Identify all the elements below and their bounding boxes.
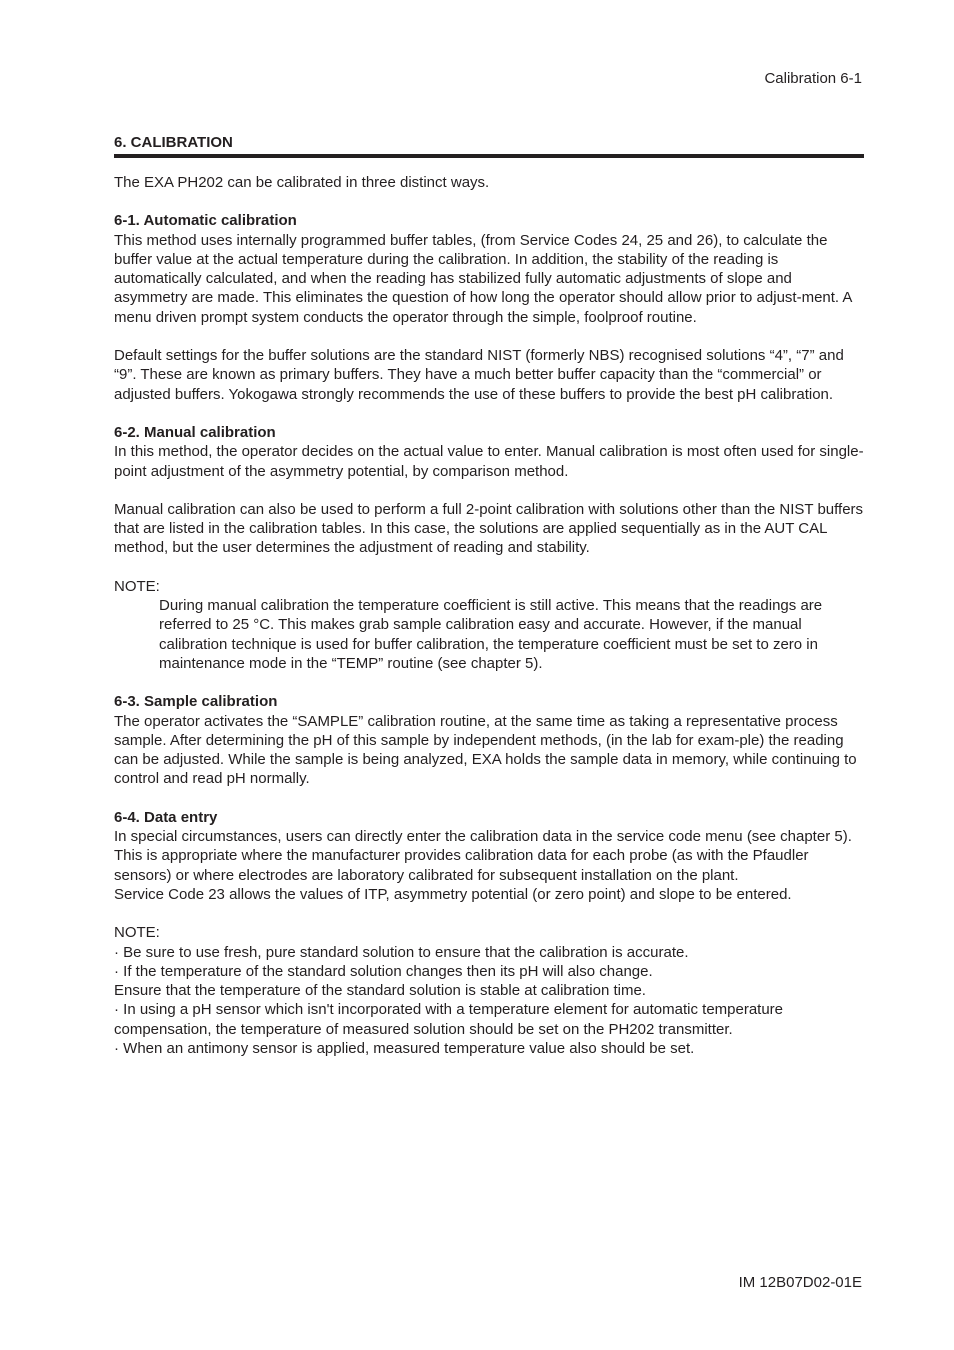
- page-header-label: Calibration 6-1: [764, 70, 862, 87]
- document-id: IM 12B07D02-01E: [738, 1274, 862, 1291]
- list-item: · In using a pH sensor which isn't incorporated with a temperature element for automatic temperature: [114, 1001, 784, 1019]
- auto-calibration-paragraph-1: This method uses internally programmed buffer tables, (from Service Codes 24, 25 and 26), to calculate the buffer value at the actual temperature during the calibration. In addition, the stability of the reading is automatically calculated, and when the reading has stabilized fully automatic adjustments of slope and asymmetry are made. This eliminates the question of how long the operator should allow prior to adjust-ment. A menu driven prompt system conducts the operator through the simple, foolproof routine.: [114, 231, 852, 326]
- list-item: · Be sure to use fresh, pure standard solution to ensure that the calibration is accurate.: [114, 943, 689, 961]
- list-item-continuation: compensation, the temperature of measured solution should be set on the PH202 transmitter.: [114, 1020, 733, 1038]
- page-content: [114, 133, 864, 1058]
- auto-calibration-heading: 6-1. Automatic calibration: [114, 212, 297, 230]
- data-entry-heading: 6-4. Data entry: [114, 808, 218, 826]
- data-entry-paragraph-1: In special circumstances, users can directly enter the calibration data in the service code menu (see chapter 5). This is appropriate where the manufacturer provides calibration data for each probe (as with the Pfaudler sensors) or where electrodes are laboratory calibrated for subsequent installation on the plant.: [114, 828, 852, 884]
- sample-calibration-paragraph: The operator activates the “SAMPLE” calibration routine, at the same time as taking a representative process sample. After determining the pH of this sample by independent methods, (in the lab for exam-ple) the reading can be adjusted. While the sample is being analyzed, EXA holds the sample data in memory, while continuing to control and read pH normally.: [114, 712, 857, 788]
- manual-calibration-paragraph-1: In this method, the operator decides on the actual value to enter. Manual calibration is most often used for single-point adjustment of the asymmetry potential, by comparison method.: [114, 443, 864, 480]
- section-title: 6. CALIBRATION: [114, 134, 233, 151]
- final-note-list: [114, 943, 864, 1059]
- title-rule: [114, 154, 864, 158]
- intro-paragraph: The EXA PH202 can be calibrated in three distinct ways.: [114, 174, 490, 191]
- auto-calibration-paragraph-2: Default settings for the buffer solutions are the standard NIST (formerly NBS) recognised solutions “4”, “7” and “9”. These are known as primary buffers. They have a much better buffer capacity than the “commercial” or adjusted buffers. Yokogawa strongly recommends the use of these buffers to provide the best pH calibration.: [114, 347, 844, 403]
- manual-calibration-heading: 6-2. Manual calibration: [114, 423, 276, 441]
- manual-note-text: During manual calibration the temperature coefficient is still active. This means that the readings are referred to 25 °C. This makes grab sample calibration easy and accurate. However, if the manual calibration technique is used for buffer calibration, the temperature coefficient must be set to zero in maintenance mode in the “TEMP” routine (see chapter 5).: [159, 597, 823, 672]
- list-item: · When an antimony sensor is applied, measured temperature value also should be set.: [114, 1039, 695, 1057]
- final-note-label: NOTE:: [114, 924, 160, 942]
- list-item-continuation: Ensure that the temperature of the standard solution is stable at calibration time.: [114, 982, 646, 1000]
- manual-calibration-paragraph-2: Manual calibration can also be used to perform a full 2-point calibration with solutions other than the NIST buffers that are listed in the calibration tables. In this case, the solutions are applied sequentially as in the AUT CAL method, but the user determines the adjustment of reading and stability.: [114, 500, 864, 557]
- manual-note-label: NOTE:: [114, 577, 160, 595]
- sample-calibration-heading: 6-3. Sample calibration: [114, 693, 278, 711]
- list-item: · If the temperature of the standard solution changes then its pH will also change.: [114, 962, 653, 980]
- data-entry-paragraph-2: Service Code 23 allows the values of ITP, asymmetry potential (or zero point) and slope to be entered.: [114, 885, 792, 903]
